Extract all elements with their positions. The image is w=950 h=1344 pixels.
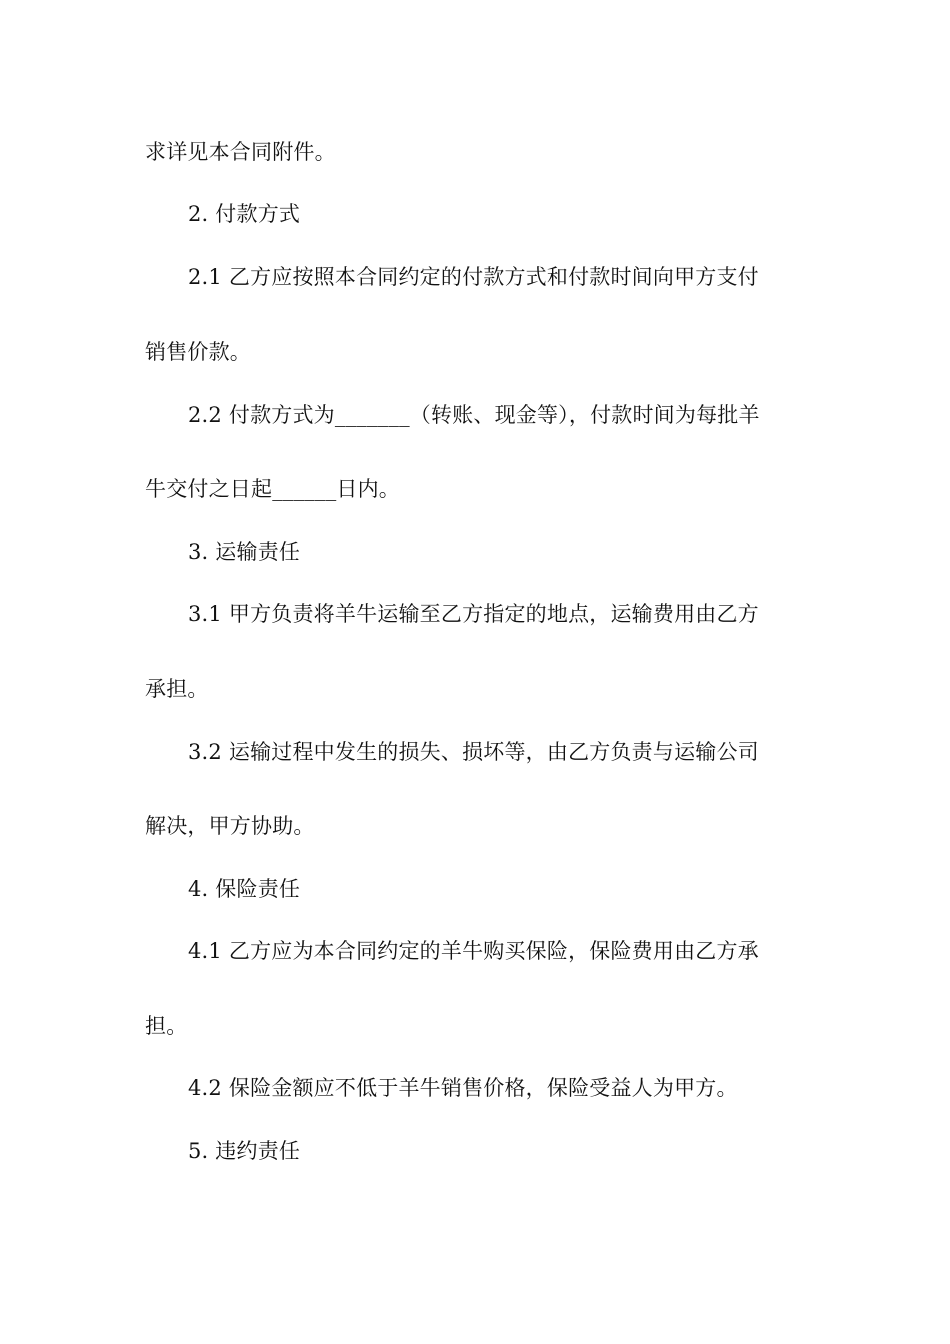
clause-4-1: 4.1 乙方应为本合同约定的羊牛购买保险，保险费用由乙方承 xyxy=(188,939,759,963)
clause-2-2: 2.2 付款方式为_______（转账、现金等），付款时间为每批羊 xyxy=(188,403,760,427)
clause-2-2-continuation: 牛交付之日起______日内。 xyxy=(145,477,400,501)
clause-4-2: 4.2 保险金额应不低于羊牛销售价格，保险受益人为甲方。 xyxy=(188,1076,738,1100)
clause-2-1-continuation: 销售价款。 xyxy=(145,340,251,364)
clause-2-1: 2.1 乙方应按照本合同约定的付款方式和付款时间向甲方支付 xyxy=(188,265,759,289)
clause-4-1-continuation: 担。 xyxy=(145,1014,188,1038)
clause-3-1-continuation: 承担。 xyxy=(145,677,209,701)
section-heading-transport: 3. 运输责任 xyxy=(188,540,301,564)
paragraph-continuation: 求详见本合同附件。 xyxy=(145,140,336,164)
clause-3-2: 3.2 运输过程中发生的损失、损坏等，由乙方负责与运输公司 xyxy=(188,740,759,764)
section-heading-breach: 5. 违约责任 xyxy=(188,1139,301,1163)
clause-3-1: 3.1 甲方负责将羊牛运输至乙方指定的地点，运输费用由乙方 xyxy=(188,602,759,626)
clause-3-2-continuation: 解决，甲方协助。 xyxy=(145,814,315,838)
section-heading-payment: 2. 付款方式 xyxy=(188,202,301,226)
section-heading-insurance: 4. 保险责任 xyxy=(188,877,301,901)
